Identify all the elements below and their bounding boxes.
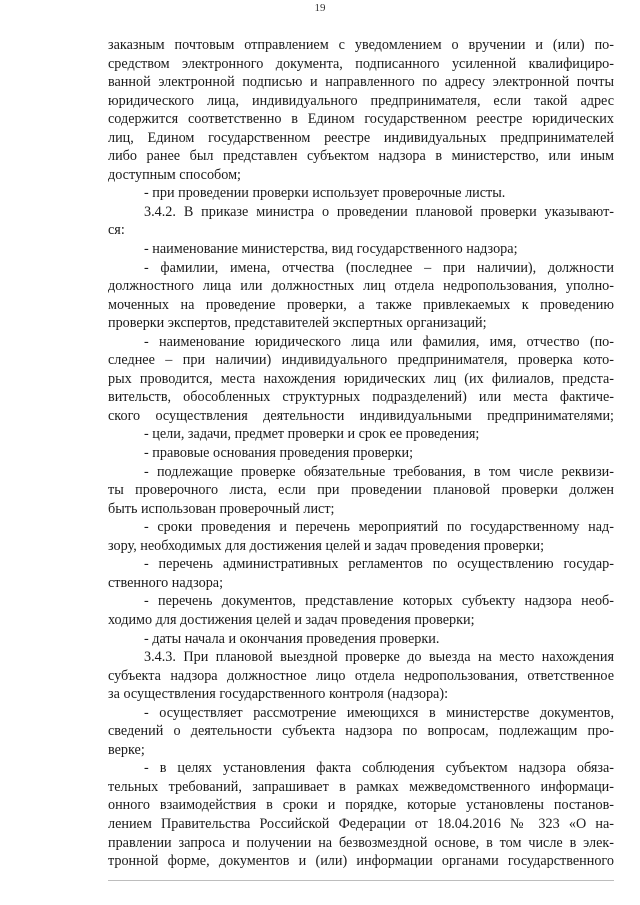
document-body [108, 36, 614, 871]
text-line: - цели, задачи, предмет проверки и срок ее проведения; [144, 426, 480, 443]
text-line: - правовые основания проведения проверки; [144, 445, 414, 462]
text-line: - подлежащие проверке обязательные требования, в том числе реквизи- [144, 463, 614, 480]
text-line: должностного лица или должностных лиц отдела недропользования, уполно- [108, 278, 614, 295]
text-line: проверки экспертов, представителей экспертных организаций; [108, 315, 487, 332]
text-line: ственного надзора; [108, 574, 224, 591]
text-line: субъекта надзора должностное лицо отдела недропользования, ответственное [108, 667, 614, 684]
text-line: верке; [108, 741, 145, 758]
text-line: - наименование министерства, вид государственного надзора; [144, 241, 518, 258]
text-line: - наименование юридического лица или фамилия, имя, отчество (по- [144, 333, 614, 350]
text-line: рых проводится, места нахождения юридических лиц (их филиалов, предста- [108, 370, 614, 387]
text-line: ского осуществления деятельности индивидуальными предпринимателями; [108, 407, 614, 424]
text-line: следнее – при наличии) индивидуального предпринимателя, проверка кото- [108, 352, 614, 369]
text-line: онного взаимодействия в сроки и порядке, которые установлены постанов- [108, 797, 614, 814]
text-line: лиц, Едином государственном реестре индивидуальных предпринимателей [108, 129, 614, 146]
text-line: средством электронного документа, подписанного усиленной квалифициро- [108, 55, 614, 72]
text-line: вительств, обособленных структурных подразделений) или места фактиче- [108, 389, 614, 406]
text-line: содержится соответственно в Едином государственном реестре юридических [108, 111, 614, 128]
text-line: - при проведении проверки использует проверочные листы. [144, 185, 506, 202]
text-line: за осуществления государственного контроля (надзора): [108, 686, 449, 703]
page-number: 19 [314, 2, 326, 14]
text-line: - даты начала и окончания проведения проверки. [144, 630, 440, 647]
text-line: ванной электронной подписью и направленного по адресу электронной почты [108, 74, 614, 91]
text-line: ты проверочного листа, если при проведении плановой проверки должен [108, 482, 614, 499]
text-line: моченных на проведение проверки, а также привлекаемых к проведению [108, 296, 614, 313]
text-line: - осуществляет рассмотрение имеющихся в министерстве документов, [144, 704, 614, 721]
text-line: зору, необходимых для достижения целей и задач проведения проверки; [108, 537, 545, 554]
text-line: лением Правительства Российской Федерации от 18.04.2016 № 323 «О на- [108, 815, 614, 832]
text-line: - сроки проведения и перечень мероприятий по государственному над- [144, 519, 614, 536]
bottom-rule [108, 880, 614, 881]
text-line: - перечень документов, представление которых субъекту надзора необ- [144, 593, 614, 610]
text-line: заказным почтовым отправлением с уведомлением о вручении и (или) по- [108, 37, 614, 53]
text-line: - перечень административных регламентов по осуществлению государ- [144, 556, 614, 573]
text-line: ходимо для достижения целей и задач проведения проверки; [108, 611, 475, 628]
text-line: - фамилии, имена, отчества (последнее – при наличии), должности [144, 259, 614, 276]
text-line: тельных требований, запрашивает в рамках межведомственного информаци- [108, 778, 614, 795]
text-line: 3.4.2. В приказе министра о проведении плановой проверки указывают- [144, 203, 614, 220]
text-line: тронной форме, документов и (или) информации органами государственного [108, 853, 614, 870]
text-line: юридического лица, индивидуального предпринимателя, если такой адрес [108, 92, 614, 109]
text-line: правлении запроса и получении на безвозмездной основе, в том числе в элек- [108, 834, 614, 851]
text-line: либо ранее был представлен субъектом надзора в министерство, или иным [108, 148, 614, 165]
text-line: быть использован проверочный лист; [108, 500, 335, 517]
text-line: ся: [108, 222, 125, 239]
text-line: - в целях установления факта соблюдения субъектом надзора обяза- [144, 760, 614, 777]
text-line: сведений о деятельности субъекта надзора по вопросам, подлежащим про- [108, 723, 614, 740]
text-line: 3.4.3. При плановой выездной проверке до выезда на место нахождения [144, 649, 614, 666]
text-line: доступным способом; [108, 166, 242, 183]
